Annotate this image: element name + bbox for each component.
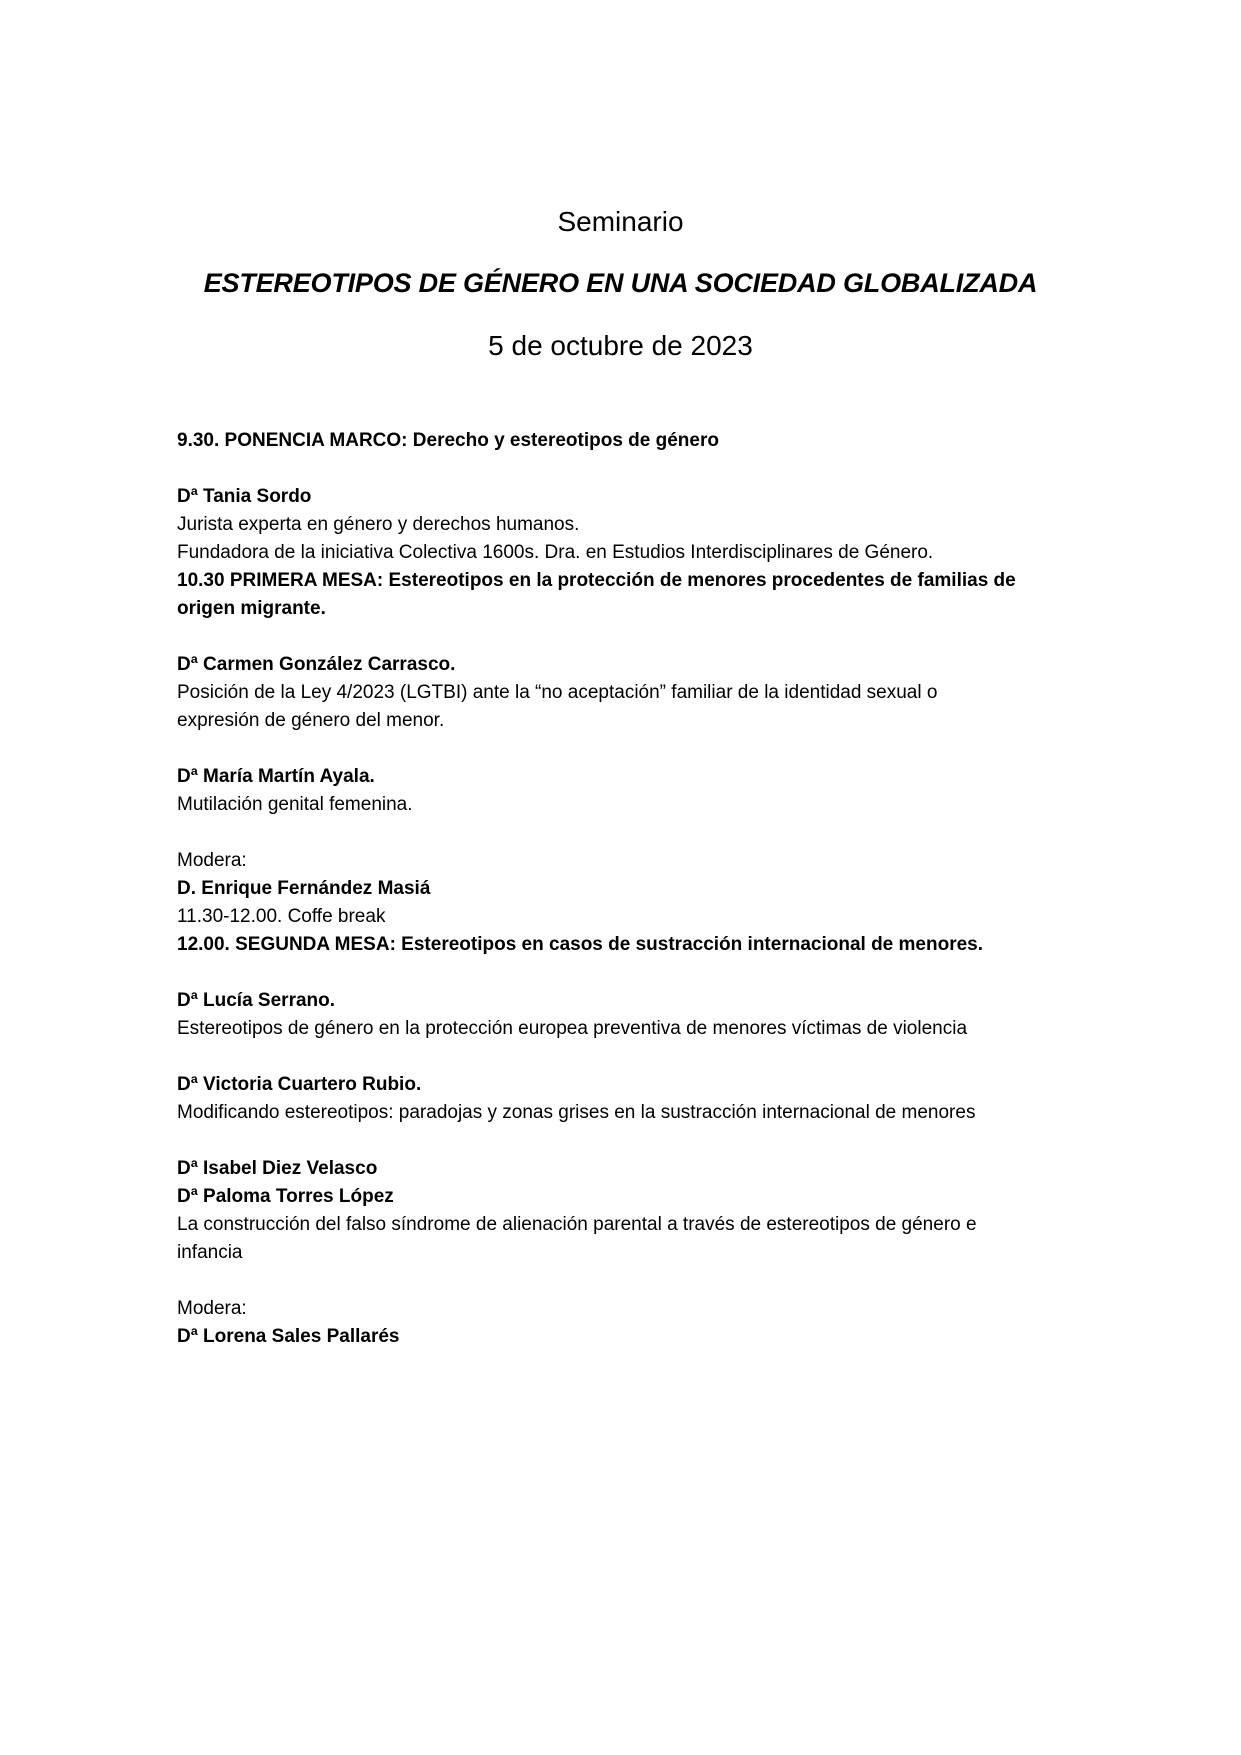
document-date: 5 de octubre de 2023: [488, 330, 753, 361]
moderator-name: Dª Lorena Sales Pallarés: [177, 1326, 400, 1347]
talk-title-line: infancia: [177, 1242, 243, 1263]
document-header: [0, 205, 1241, 363]
coffee-break-line: 11.30-12.00. Coffe break: [177, 906, 386, 927]
speaker-name: Dª Tania Sordo: [177, 486, 312, 507]
session-ponencia-marco: [177, 427, 1201, 567]
speaker-name: Dª Paloma Torres López: [177, 1186, 394, 1207]
speaker-block: [177, 1071, 1201, 1127]
session-segunda-mesa: [177, 931, 1201, 1351]
speaker-block: [177, 763, 1201, 819]
talk-title-line: Modificando estereotipos: paradojas y zonas grises en la sustracción internacional de menores: [177, 1102, 976, 1123]
speaker-block: [177, 1155, 1201, 1267]
talk-title-line: Posición de la Ley 4/2023 (LGTBI) ante la “no aceptación” familiar de la identidad sexual o: [177, 682, 938, 703]
talk-title-line: La construcción del falso síndrome de alienación parental a través de estereotipos de género e: [177, 1214, 977, 1235]
session-heading: 9.30. PONENCIA MARCO: Derecho y estereotipos de género: [177, 430, 719, 451]
speaker-block: [177, 987, 1201, 1043]
moderator-name: D. Enrique Fernández Masiá: [177, 878, 431, 899]
session-heading-line: origen migrante.: [177, 598, 326, 619]
speaker-name: Dª Carmen González Carrasco.: [177, 654, 456, 675]
speaker-name: Dª Isabel Diez Velasco: [177, 1158, 378, 1179]
talk-title-line: expresión de género del menor.: [177, 710, 445, 731]
document-kicker: Seminario: [557, 206, 684, 237]
session-heading-block: [177, 931, 1201, 959]
moderator-label: Modera:: [177, 850, 247, 871]
coffee-break-block: [177, 903, 1201, 931]
speaker-block: [177, 651, 1201, 735]
session-primera-mesa: [177, 567, 1201, 903]
moderator-block: [177, 847, 1201, 903]
speaker-name: Dª Lucía Serrano.: [177, 990, 336, 1011]
session-heading-line: 10.30 PRIMERA MESA: Estereotipos en la protección de menores procedentes de familias de: [177, 570, 1016, 591]
session-heading-block: [177, 427, 1201, 455]
speaker-block: [177, 483, 1201, 567]
session-heading: 12.00. SEGUNDA MESA: Estereotipos en casos de sustracción internacional de menores.: [177, 934, 983, 955]
session-heading-block: [177, 567, 1201, 623]
speaker-bio-line: Jurista experta en género y derechos humanos.: [177, 514, 580, 535]
talk-title-line: Mutilación genital femenina.: [177, 794, 413, 815]
document-title: ESTEREOTIPOS DE GÉNERO EN UNA SOCIEDAD GLOBALIZADA: [203, 268, 1038, 298]
speaker-name: Dª Victoria Cuartero Rubio.: [177, 1074, 422, 1095]
speaker-name: Dª María Martín Ayala.: [177, 766, 375, 787]
talk-title-line: Estereotipos de género en la protección europea preventiva de menores víctimas de violencia: [177, 1018, 968, 1039]
moderator-label: Modera:: [177, 1298, 247, 1319]
program-body: [0, 427, 1241, 1351]
moderator-block: [177, 1295, 1201, 1351]
speaker-bio-line: Fundadora de la iniciativa Colectiva 1600s. Dra. en Estudios Interdisciplinares de Género.: [177, 542, 934, 563]
coffee-break-section: [177, 903, 1201, 931]
